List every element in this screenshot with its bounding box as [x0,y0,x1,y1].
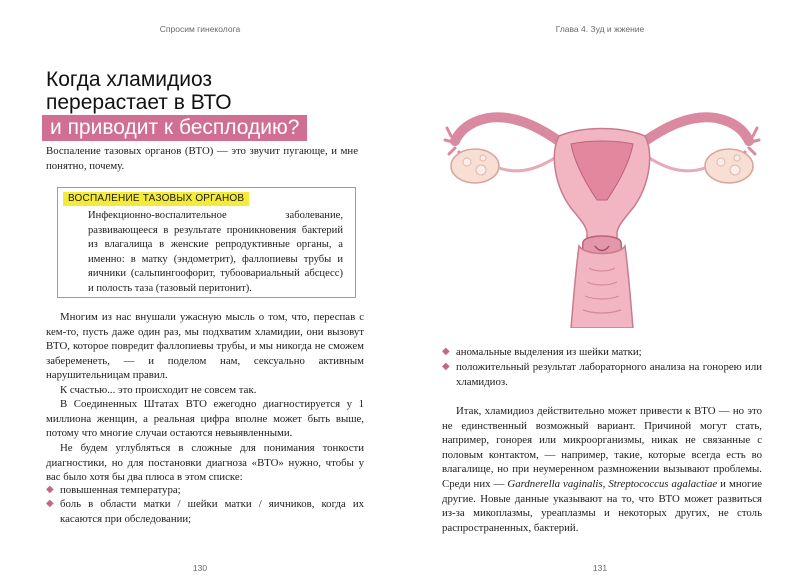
running-head-left: Спросим гинеколога [159,24,241,34]
definition-label: ВОСПАЛЕНИЕ ТАЗОВЫХ ОРГАНОВ [63,192,249,206]
paragraph-statistics: В Соединенных Штатах ВТО ежегодно диагностируется у 1 миллиона женщин, а реальная цифра вполне может быть выше, потому что многие случаи остаются невыявленными. [46,398,364,440]
list-item [46,483,364,498]
page-number-left: 130 [192,563,208,573]
bacteria-species-italic: Gardnerella vaginalis, Streptococcus agalactiae [507,477,718,490]
title-line-3-highlight: и приводит к бесплодию? [42,115,307,141]
title-line-1: Когда хламидиоз [46,68,213,91]
page-number-right: 131 [592,563,608,573]
bullet-diamond-icon: ◆ [46,498,54,509]
list-item-text: аномальные выделения из шейки матки; [456,346,642,358]
uterus-illustration [443,96,761,328]
list-item [442,360,762,389]
paragraph-causes [442,404,762,535]
intro-paragraph: Воспаление тазовых органов (ВТО) — это звучит пугающе, и мне понятно, почему. [46,145,358,172]
list-item [442,345,762,360]
title-line-2: перерастает в ВТО [46,91,232,114]
right-fallopian-tube [641,117,749,144]
list-item-text: положительный результат лабораторного анализа на гонорею или хламидиоз. [456,361,762,388]
right-page [400,0,800,588]
list-item-text: боль в области матки / шейки матки / яичников, когда их касаются при обследовании; [60,498,364,525]
causes-text-end: и многие другие. Новые данные указывают на то, что ВТО может развиться из-за микоплазмы, уреаплазмы и некоторых других, не столь распространенных, бактерий. [442,477,763,534]
right-ovary [705,149,753,183]
bullet-diamond-icon: ◆ [46,484,54,495]
chapter-section-title [46,68,307,141]
causes-text-start: Итак, хламидиоз действительно может привести к ВТО — но это не единственный возможный вариант. Причиной могут стать, например, гонорея или микроорганизмы, никак не связанные с половым контактом, — например, такие, которые всегда есть во влагалище, но при неумеренном размножении вызывают проблемы. Среди них — [442,405,762,490]
bullet-diamond-icon: ◆ [442,346,450,357]
list-item [46,497,364,526]
definition-text: Инфекционно-воспалительное заболевание, развивающееся в результате проникновения бактерий из влагалища в женские репродуктивные органы, а именно: в матку (эндометрит), фаллопиевы трубы и яичники (сальпингоофорит, тубоовариальный абсцесс) и полость таза (тазовый перитонит). [88,210,343,294]
left-fallopian-tube [455,117,563,144]
paragraph-fortunately: К счастью... это происходит не совсем так. [60,384,257,396]
left-ovary [451,149,499,183]
paragraph-diagnosis: Не будем углубляться в сложные для понимания тонкости диагностики, но для постановки диагноза «ВТО» нужно, чтобы у вас было хотя бы два плюса в этом списке: [46,442,364,484]
running-head-right: Глава 4. Зуд и жжение [555,24,645,34]
bullet-diamond-icon: ◆ [442,361,450,372]
paragraph-fear: Многим из нас внушали ужасную мысль о том, что, переспав с кем-то, пусть даже один раз, мы подхватим хламидии, они вызовут ВТО, которое повредит фаллопиевы трубы, и мы никогда не сможем забеременеть, — и поделом нам, сексуально активным нарушительницам правил. [46,311,364,382]
vagina [571,246,633,328]
list-item-text: повышенная температура; [60,484,181,496]
